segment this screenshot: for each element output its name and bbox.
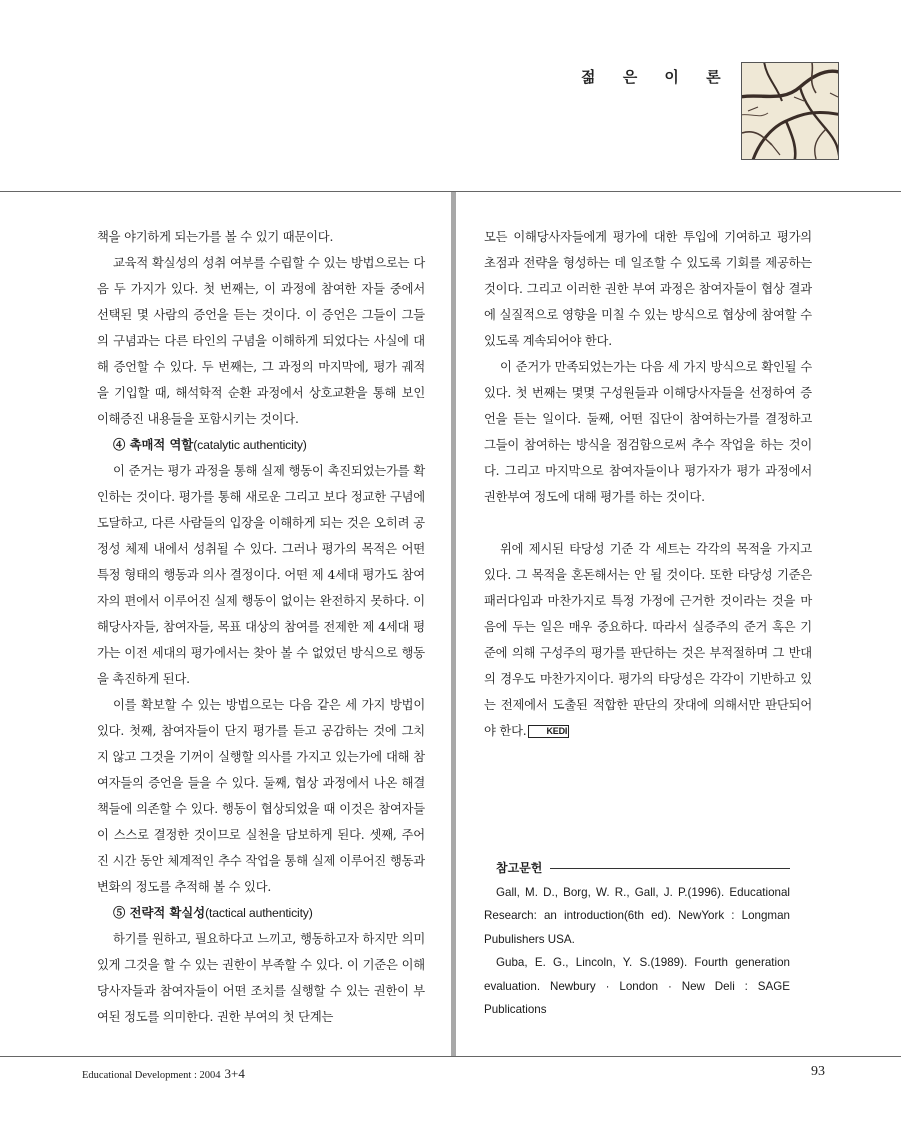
paragraph: 이 준거가 만족되었는가는 다음 세 가지 방식으로 확인될 수 있다. 첫 번째는 몇몇 구성원들과 이해당사자들을 선정하여 증언을 듣는 일이다. 둘째, 어떤 집단이 참여하는가를 결정하고 그들이 참여하는 방식을 점검함으로써 추수 작업을 하는 것이다. 그리고 마지막으로 참여자들이나 평가자가 평가 과정에서 권한부여 정도에 대해 평가를 하는 것이다.	[484, 360, 812, 504]
journal-footer: Educational Development : 2004 3+4	[82, 1066, 245, 1081]
subheading-catalytic-authenticity: ④ 촉매적 역할(catalytic authenticity)	[113, 437, 307, 452]
paragraph: 이 준거는 평가 과정을 통해 실제 행동이 촉진되었는가를 확인하는 것이다. 평가를 통해 새로운 그리고 보다 정교한 구념에 도달하고, 다른 사람들의 입장을 이해하게 되는 것은 오히려 공정성 체제 내에서 성취될 수 있다. 그러나 평가의 목적은 어떤 특정 형태의 행동과 의사 결정이다. 어떤 제 4세대 평가도 참여자의 편에서 이루어진 실제 행동이 없이는 완전하지 못하다. 이해당사자들, 참여자들, 목표 대상의 참여를 전제한 제 4세대 평가는 이전 세대의 평가에서는 찾아 볼 수 없었던 방식으로 행동을 촉진하게 된다.	[97, 464, 425, 686]
references-section	[484, 857, 790, 1022]
column-divider	[451, 192, 456, 1056]
section-label: 젊 은 이 론	[580, 68, 732, 86]
reference-item: Gall, M. D., Borg, W. R., Gall, J. P.(1996). Educational Research: an introduction(6th ed). NewYork : Longman Pubulishers USA.	[484, 885, 790, 946]
paragraph: 모든 이해당사자들에게 평가에 대한 투입에 기여하고 평가의 초점과 전략을 형성하는 데 일조할 수 있도록 기회를 제공하는 것이다. 그리고 이러한 권한 부여 과정은 참여자들이 협상 결과에 실질적으로 영향을 미칠 수 있는 방식으로 협상에 참여할 수 있도록 계속되어야 한다.	[484, 230, 812, 348]
page-number: 93	[811, 1064, 825, 1079]
kedi-end-mark: KEDI	[528, 725, 569, 738]
paragraph: 위에 제시된 타당성 기준 각 세트는 각각의 목적을 가지고 있다. 그 목적을 혼돈해서는 안 될 것이다. 또한 타당성 기준은 패러다임과 마찬가지로 특정 가정에 근거한 것이라는 것을 마음에 두는 일은 매우 중요하다. 따라서 실증주의 준거 혹은 기준에 의해 구성주의 평가를 판단하는 것은 부적절하며 그 반대의 경우도 마찬가지이다. 평가의 타당성은 각각이 기반하고 있는 전제에서 도출된 적합한 판단의 잣대에 의해서만 판단되어야 한다. KEDI	[484, 542, 812, 738]
reference-item: Guba, E. G., Lincoln, Y. S.(1989). Fourth generation evaluation. Newbury · London · New Deli : SAGE Publications	[484, 956, 790, 1016]
left-column	[97, 224, 425, 1030]
bottom-rule	[0, 1056, 901, 1057]
header-decoration-image	[741, 62, 839, 160]
paragraph: 교육적 확실성의 성취 여부를 수립할 수 있는 방법으로는 다음 두 가지가 있다. 첫 번째는, 이 과정에 참여한 자들 중에서 선택된 몇 사람의 증언을 듣는 것이다. 이 증언은 그들이 그들의 구념과는 다른 타인의 구념을 이해하게 되었다는 사실에 대해 증언할 수 있다. 두 번째는, 그 과정의 마지막에, 평가 궤적을 기입할 때, 해석학적 순환 과정에서 상호교환을 통해 보인 이해증진 내용들을 포함시키는 것이다.	[97, 256, 425, 426]
paragraph: 하기를 원하고, 필요하다고 느끼고, 행동하고자 하지만 의미 있게 그것을 할 수 있는 권한이 부족할 수 있다. 이 기준은 이해당사자들과 참여자들이 어떤 조치를 실행할 수 있는 권한이 부여된 정도를 의미한다. 권한 부여의 첫 단계는	[97, 932, 425, 1024]
references-title: 참고문헌	[496, 861, 543, 875]
subheading-tactical-authenticity: ⑤ 전략적 확실성(tactical authenticity)	[113, 905, 313, 920]
paragraph: 책을 야기하게 되는가를 볼 수 있기 때문이다.	[97, 230, 334, 244]
right-column	[484, 224, 812, 744]
paragraph: 이를 확보할 수 있는 방법으로는 다음 같은 세 가지 방법이 있다. 첫째, 참여자들이 단지 평가를 듣고 공감하는 것에 그치지 않고 그것을 기꺼이 실행할 의사를 가지고 있는가에 대해 참여자들의 증언을 들을 수 있다. 둘째, 협상 과정에서 나온 해결책들에 의존할 수 있다. 행동이 협상되었을 때 이것은 참여자들이 스스로 결정한 것이므로 실천을 담보하게 된다. 셋째, 주어진 시간 동안 체계적인 추수 작업을 통해 실제 이루어진 행동과 변화의 정도를 추적해 볼 수 있다.	[97, 698, 425, 894]
references-rule	[550, 868, 790, 869]
